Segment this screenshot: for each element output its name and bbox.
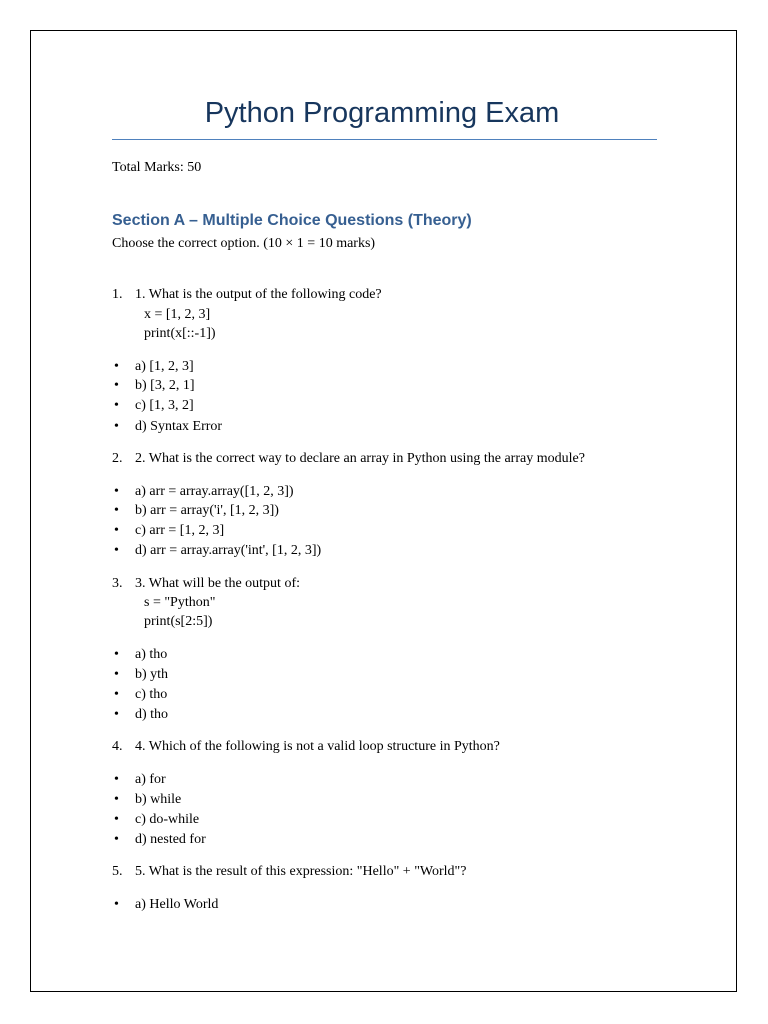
bullet: • (114, 897, 119, 912)
code-line: print(x[::-1]) (144, 326, 216, 341)
bullet: • (114, 398, 119, 413)
bullet: • (114, 543, 119, 558)
bullet: • (114, 707, 119, 722)
option: b) arr = array('i', [1, 2, 3]) (135, 503, 279, 518)
bullet: • (114, 523, 119, 538)
bullet: • (114, 812, 119, 827)
question-number: 1. (112, 287, 123, 302)
option: c) [1, 3, 2] (135, 398, 194, 413)
bullet: • (114, 484, 119, 499)
total-marks: Total Marks: 50 (112, 160, 202, 175)
option: b) while (135, 792, 182, 807)
title-underline (112, 139, 657, 140)
option: a) [1, 2, 3] (135, 359, 194, 374)
option: a) Hello World (135, 897, 219, 912)
option: d) Syntax Error (135, 419, 223, 434)
question-number: 2. (112, 451, 123, 466)
option: d) nested for (135, 832, 206, 847)
bullet: • (114, 772, 119, 787)
option: a) arr = array.array([1, 2, 3]) (135, 484, 294, 499)
question-text: 5. What is the result of this expression: "Hello" + "World"? (135, 864, 467, 879)
option: b) [3, 2, 1] (135, 378, 195, 393)
bullet: • (114, 647, 119, 662)
bullet: • (114, 687, 119, 702)
option: b) yth (135, 667, 169, 682)
option: d) arr = array.array('int', [1, 2, 3]) (135, 543, 322, 558)
section-heading: Section A – Multiple Choice Questions (Theory) (112, 212, 472, 229)
code-line: x = [1, 2, 3] (144, 307, 211, 322)
document-title: Python Programming Exam (204, 97, 560, 129)
bullet: • (114, 832, 119, 847)
bullet: • (114, 378, 119, 393)
bullet: • (114, 503, 119, 518)
code-line: s = "Python" (144, 595, 216, 610)
question-number: 5. (112, 864, 123, 879)
option: a) for (135, 772, 166, 787)
question-number: 4. (112, 739, 123, 754)
option: c) arr = [1, 2, 3] (135, 523, 225, 538)
code-line: print(s[2:5]) (144, 614, 213, 629)
option: c) do-while (135, 812, 200, 827)
option: c) tho (135, 687, 168, 702)
bullet: • (114, 419, 119, 434)
bullet: • (114, 667, 119, 682)
question-number: 3. (112, 576, 123, 591)
section-instruction: Choose the correct option. (10 × 1 = 10 marks) (112, 236, 376, 251)
bullet: • (114, 359, 119, 374)
question-text: 1. What is the output of the following code? (135, 287, 382, 302)
question-text: 4. Which of the following is not a valid loop structure in Python? (135, 739, 500, 754)
question-text: 2. What is the correct way to declare an array in Python using the array module? (135, 451, 585, 466)
option: a) tho (135, 647, 168, 662)
bullet: • (114, 792, 119, 807)
question-text: 3. What will be the output of: (135, 576, 300, 591)
option: d) tho (135, 707, 169, 722)
